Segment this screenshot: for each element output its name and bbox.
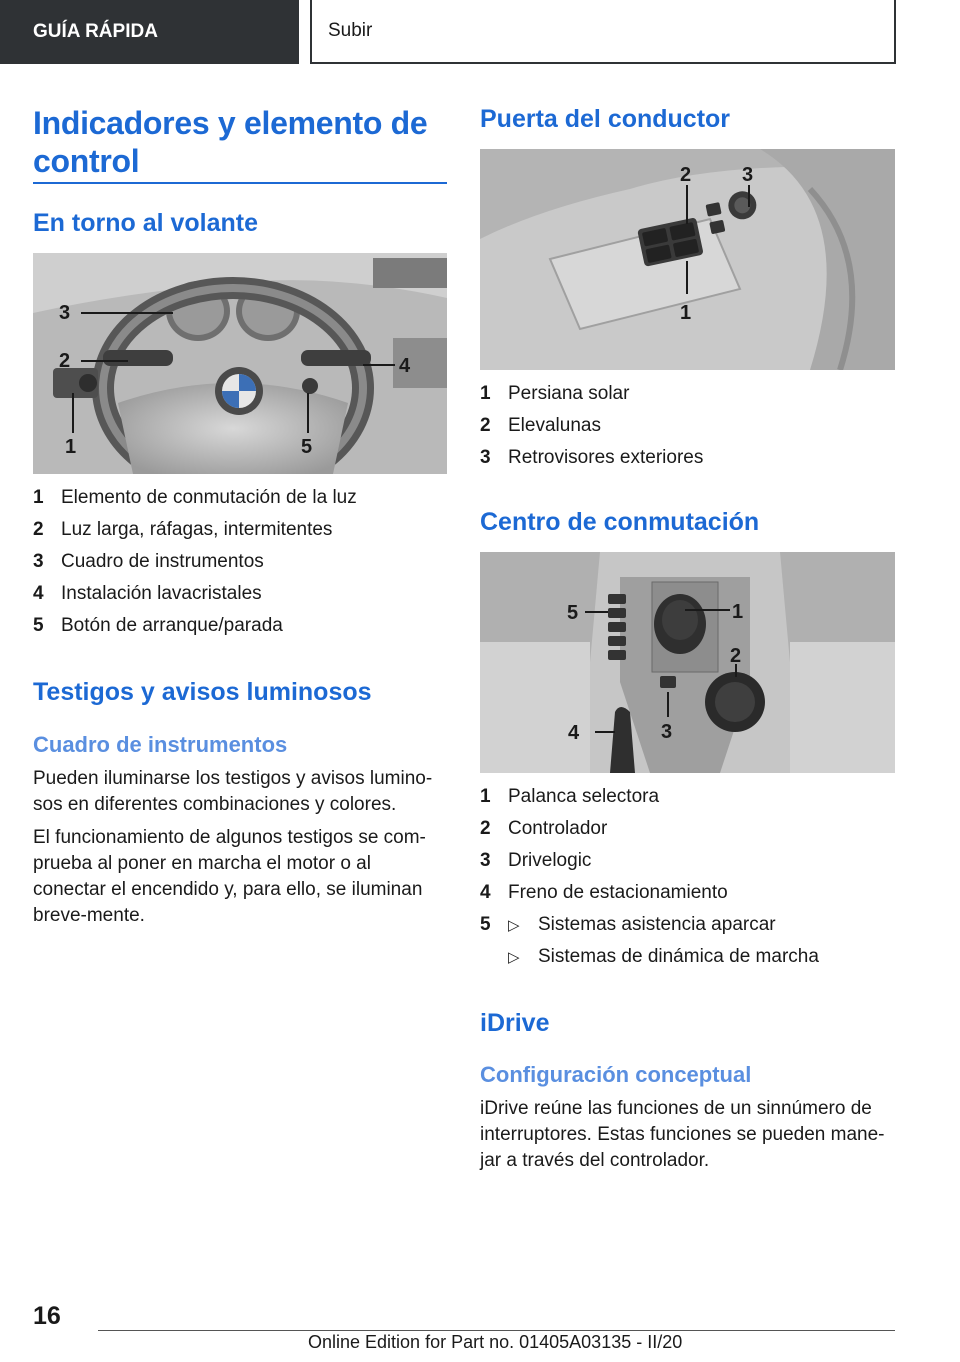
list-item: 3 Drivelogic [480, 850, 592, 871]
scroll-up-link[interactable]: Subir [310, 0, 896, 64]
list-item: 4 Freno de estacionamiento [480, 882, 728, 903]
center-console-image [480, 552, 895, 773]
section-label: GUÍA RÁPIDA [0, 0, 299, 64]
lights-paragraph-2: El funcionamiento de algunos testigos se com-prueba al poner en marcha el motor o al conectar el encendido y, para ello, se iluminan breve-mente. [33, 827, 426, 926]
list-item: 2 Controlador [480, 818, 608, 839]
wheel-callout: 5 [301, 436, 313, 458]
door-callout: 3 [742, 164, 754, 186]
door-callout: 1 [680, 302, 692, 324]
concept-subheading: Configuración conceptual [480, 1062, 752, 1087]
console-heading: Centro de conmutación [480, 508, 760, 536]
list-item: 1 Elemento de conmutación de la luz [33, 487, 357, 508]
list-item: 5 Botón de arranque/parada [33, 615, 283, 636]
wheel-callout: 1 [65, 436, 77, 458]
list-item: 1 Persiana solar [480, 383, 630, 404]
console-callout: 1 [732, 601, 744, 623]
cluster-subheading: Cuadro de instrumentos [33, 732, 288, 757]
edition-note: Online Edition for Part no. 01405A03135 - II/20 [308, 1332, 683, 1352]
wheel-callout: 3 [59, 302, 71, 324]
triangle-bullet-icon: ▷ [508, 917, 520, 934]
list-item: 3 Cuadro de instrumentos [33, 551, 264, 572]
lights-heading: Testigos y avisos luminosos [33, 678, 372, 706]
wheel-callout: 4 [399, 355, 411, 377]
idrive-heading: iDrive [480, 1009, 550, 1037]
wheel-legend [33, 487, 447, 647]
list-item: 2 Luz larga, ráfagas, intermitentes [33, 519, 333, 540]
page-number: 16 [33, 1302, 61, 1330]
console-callout: 5 [567, 602, 579, 624]
wheel-callout: 2 [59, 350, 71, 372]
title-divider [33, 182, 447, 184]
console-callout: 2 [730, 645, 742, 667]
list-item: 4 Instalación lavacristales [33, 583, 262, 604]
list-item: 3 Retrovisores exteriores [480, 447, 704, 468]
wheel-heading: En torno al volante [33, 209, 259, 237]
list-item: 2 Elevalunas [480, 415, 601, 436]
console-callout: 4 [568, 722, 580, 744]
driver-door-image [480, 149, 895, 370]
console-legend [480, 786, 895, 978]
door-heading: Puerta del conductor [480, 105, 731, 133]
door-legend [480, 383, 895, 479]
list-item: 5 ▷ Sistemas asistencia aparcar [480, 914, 776, 935]
steering-wheel-image [33, 253, 447, 474]
lights-paragraph-1: Pueden iluminarse los testigos y avisos lumino-sos en diferentes combinaciones y colores. [33, 768, 433, 815]
list-item: 1 Palanca selectora [480, 786, 660, 807]
triangle-bullet-icon: ▷ [508, 949, 520, 966]
console-callout: 3 [661, 721, 673, 743]
page-title: Indicadores y elemento de control [33, 105, 428, 179]
idrive-paragraph: iDrive reúne las funciones de un sinnúmero de interruptores. Estas funciones se pueden mane-jar a través del controlador. [480, 1098, 885, 1171]
list-item: ▷ Sistemas de dinámica de marcha [508, 946, 819, 967]
door-callout: 2 [680, 164, 692, 186]
footer-divider [98, 1330, 895, 1331]
